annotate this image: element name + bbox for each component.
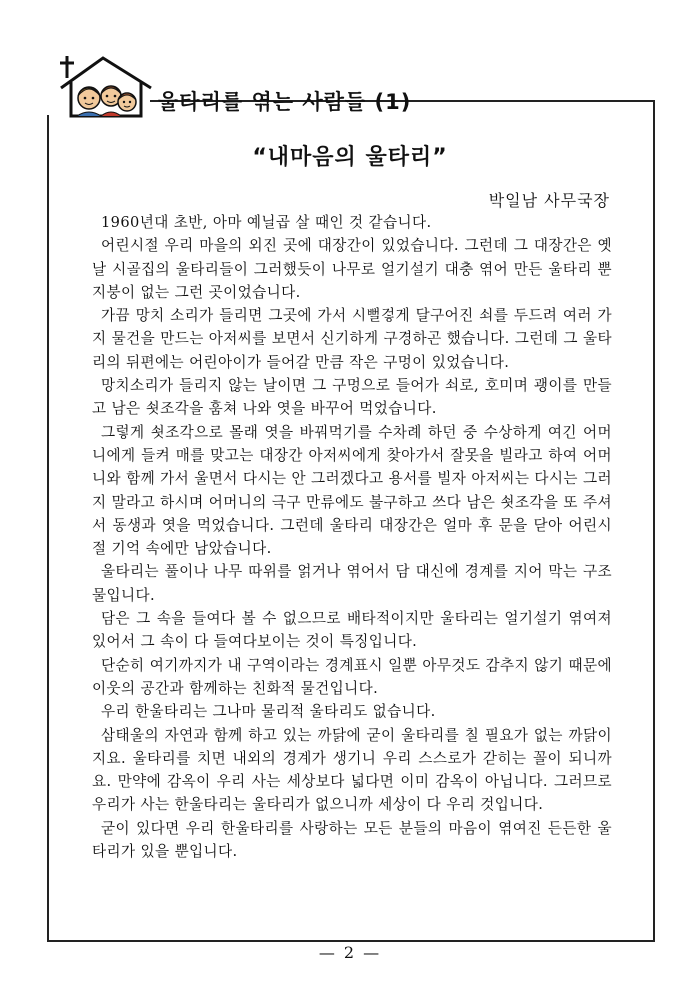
paragraph: 굳이 있다면 우리 한울타리를 사랑하는 모든 분들의 마음이 엮여진 든든한 울타리가 있을 뿐입니다. (92, 819, 612, 861)
paragraph: 가끔 망치 소리가 들리면 그곳에 가서 시뻘겋게 달구어진 쇠를 두드려 여러 가지 물건을 만드는 아저씨를 보면서 신기하게 구경하곤 했습니다. 그런데 그 울타리의 뒤편에는 어린아이가 들어갈 만큼 작은 구멍이 있었습니다. (92, 307, 612, 371)
paragraph: 담은 그 속을 들여다 볼 수 없으므로 배타적이지만 울타리는 얼기설기 엮여져 있어서 그 속이 다 들여다보이는 것이 특징입니다. (92, 610, 612, 651)
paragraph: 망치소리가 들리지 않는 날이면 그 구멍으로 들어가 쇠로, 호미며 괭이를 만들고 남은 쇳조각을 훔쳐 나와 엿을 바꾸어 먹었습니다. (92, 377, 612, 418)
house-people-logo-icon (55, 52, 155, 120)
article-author: 박일남 사무국장 (488, 191, 610, 210)
paragraph: 울타리는 풀이나 나무 따위를 얽거나 엮어서 담 대신에 경계를 지어 막는 구조물입니다. (92, 563, 612, 604)
page-border-bottom (47, 940, 655, 942)
series-title: 울타리를 엮는 사람들 (1) (158, 90, 412, 114)
paragraph: 단순히 여기까지가 내 구역이라는 경계표시 일뿐 아무것도 감추지 않기 때문에 이웃의 공간과 함께하는 친화적 물건입니다. (92, 656, 612, 697)
paragraph: 어린시절 우리 마을의 외진 곳에 대장간이 있었습니다. 그런데 그 대장간은 옛날 시골집의 울타리들이 그러했듯이 나무로 얼기설기 대충 엮어 만든 울타리 뿐 지붕이 없는 그런 곳이었습니다. (92, 237, 612, 301)
page-number: — 2 — (318, 943, 382, 962)
paragraph: 우리 한울타리는 그나마 물리적 울타리도 없습니다. (101, 703, 436, 721)
article-title: “내마음의 울타리” (252, 145, 448, 170)
page-border-left (47, 115, 49, 942)
page-border-right (653, 100, 655, 942)
paragraph: 1960년대 초반, 아마 예닐곱 살 때인 것 같습니다. (101, 214, 432, 231)
article-body (92, 211, 612, 863)
paragraph: 그렇게 쇳조각으로 몰래 엿을 바꿔먹기를 수차례 하던 중 수상하게 여긴 어머니에게 들켜 매를 맞고는 대장간 아저씨에게 찾아가서 잘못을 빌라고 하여 어머니와 함께 가서 울면서 다시는 안 그러겠다고 용서를 빌자 아저씨는 다시는 그러지 말라고 하시며 어머니의 극구 만류에도 불구하고 쓰다 남은 쇳조각을 또 주셔서 동생과 엿을 먹었습니다. 그런데 울타리 대장간은 얼마 후 문을 닫아 어린시절 기억 속에만 남았습니다. (92, 423, 612, 558)
paragraph: 삼태울의 자연과 함께 하고 있는 까닭에 굳이 울타리를 칠 필요가 없는 까닭이지요. 울타리를 치면 내외의 경계가 생기니 우리 스스로가 갇히는 꼴이 되니까요. 만약에 감옥이 우리 사는 세상보다 넓다면 이미 감옥이 아닙니다. 그러므로 우리가 사는 한울타리는 울타리가 없으니까 세상이 다 우리 것입니다. (92, 726, 612, 814)
